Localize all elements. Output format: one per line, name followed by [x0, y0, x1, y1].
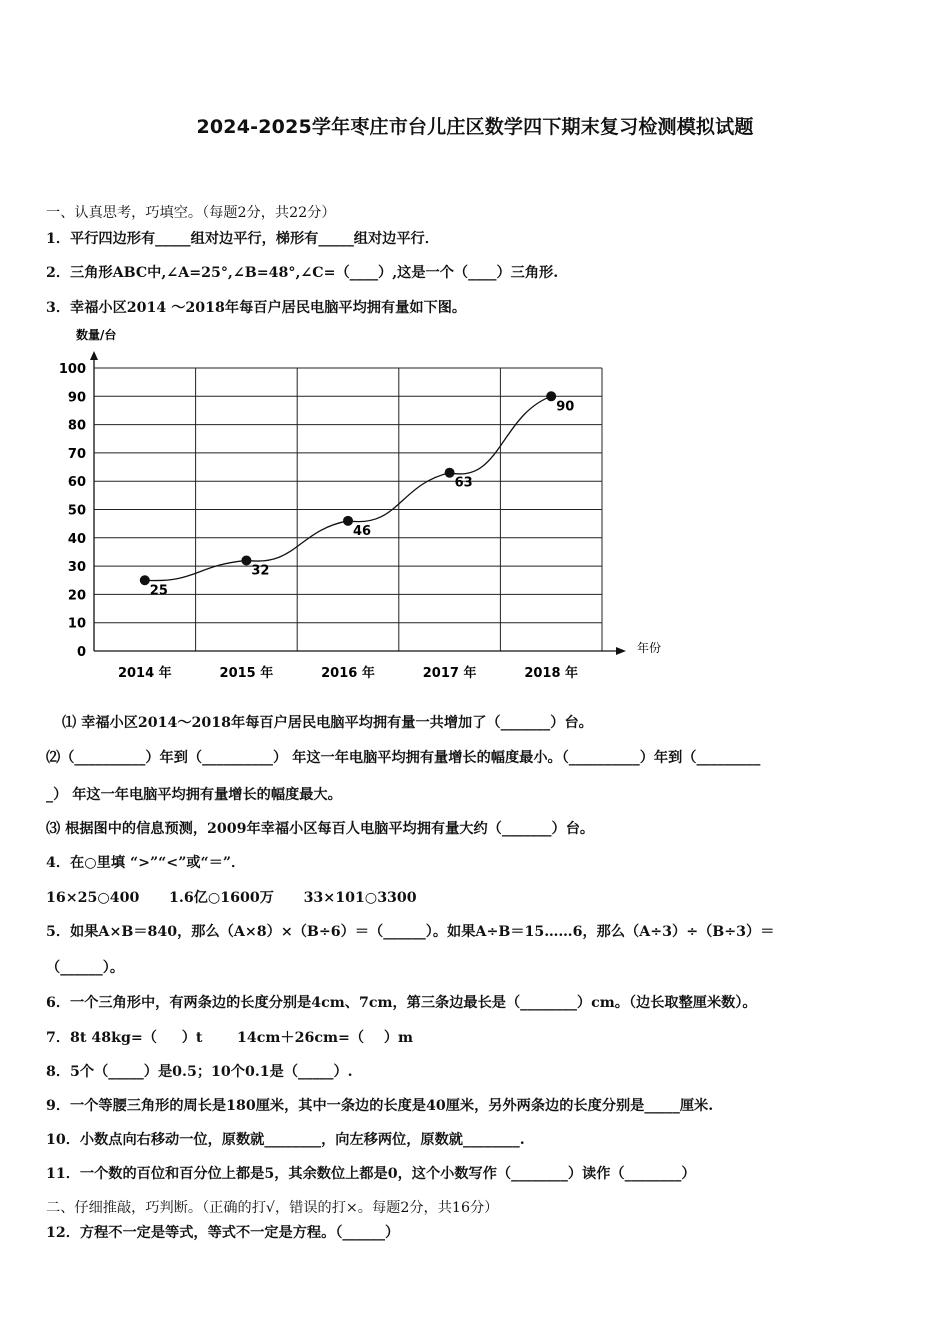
question-12: 12．方程不一定是等式，等式不一定是方程。（______） — [46, 1225, 400, 1241]
y-tick-label: 10 — [67, 616, 86, 632]
y-axis-arrow — [90, 351, 98, 360]
section-2-heading: 二、仔细推敲，巧判断。（正确的打√，错误的打×。每题2分，共16分） — [46, 1200, 499, 1216]
question-7: 7．8t 48kg=（ ）t 14cm＋26cm=（ ）m — [46, 1030, 414, 1046]
y-tick-label: 50 — [67, 503, 86, 519]
x-axis-label: 年份 — [637, 641, 662, 655]
chart-grid — [94, 368, 602, 651]
x-tick-label: 2015 年 — [219, 666, 274, 681]
y-tick-labels — [59, 362, 86, 660]
x-tick-label: 2018 年 — [524, 666, 579, 681]
page-title: 2024-2025学年枣庄市台儿庄区数学四下期末复习检测模拟试题 — [196, 116, 754, 138]
data-point — [241, 555, 251, 565]
data-point — [140, 575, 150, 585]
y-axis-label: 数量/台 — [76, 328, 117, 342]
data-label: 46 — [353, 523, 372, 539]
section-1-heading: 一、认真思考，巧填空。（每题2分，共22分） — [46, 205, 336, 221]
y-tick-label: 70 — [67, 446, 86, 462]
question-1: 1．平行四边形有_____组对边平行，梯形有_____组对边平行． — [46, 231, 439, 247]
question-4: 4．在○里填 “>”“<”或“＝”． — [46, 855, 246, 871]
question-10: 10．小数点向右移动一位，原数就________，向左移两位，原数就________. — [46, 1132, 525, 1148]
data-label: 90 — [556, 399, 575, 415]
question-8: 8．5个（_____）是0.5；10个0.1是（_____）. — [46, 1064, 353, 1080]
y-tick-label: 20 — [67, 588, 86, 604]
question-2: 2．三角形ABC中,∠A=25°,∠B=48°,∠C=（____）,这是一个（____）三角形. — [46, 265, 559, 281]
data-label: 63 — [454, 475, 473, 491]
y-tick-label: 60 — [67, 475, 86, 491]
chart-series — [140, 391, 574, 598]
data-point — [343, 516, 353, 526]
y-tick-label: 40 — [67, 531, 86, 547]
data-point — [445, 468, 455, 478]
question-6: 6．一个三角形中，有两条边的长度分别是4cm、7cm，第三条边最长是（________）cm。（边长取整厘米数）。 — [46, 995, 757, 1011]
y-tick-label: 0 — [76, 645, 86, 660]
question-3-part-3: ⑶ 根据图中的信息预测，2009年幸福小区每百人电脑平均拥有量大约（_______）台。 — [46, 821, 595, 837]
question-3: 3．幸福小区2014 ～2018年每百户居民电脑平均拥有量如下图。 — [46, 300, 467, 316]
y-tick-label: 100 — [58, 362, 86, 377]
x-axis-arrow — [616, 647, 626, 655]
question-3-part-2-cont: _） 年这一年电脑平均拥有量增长的幅度最大。 — [46, 787, 342, 803]
question-11: 11．一个数的百位和百分位上都是5，其余数位上都是0，这个小数写作（________）读作（________） — [46, 1166, 696, 1182]
y-tick-label: 30 — [67, 560, 86, 576]
question-5-cont: （______）。 — [46, 960, 125, 976]
y-tick-label: 90 — [67, 390, 86, 406]
data-point — [546, 391, 556, 401]
question-9: 9．一个等腰三角形的周长是180厘米，其中一条边的长度是40厘米，另外两条边的长度分别是_____厘米. — [46, 1098, 714, 1114]
y-tick-label: 80 — [67, 418, 86, 434]
x-tick-labels — [118, 665, 578, 681]
series-line — [145, 396, 551, 580]
data-label: 25 — [149, 583, 168, 599]
x-tick-label: 2017 年 — [422, 666, 477, 681]
x-tick-label: 2016 年 — [321, 666, 375, 681]
question-3-part-1: ⑴ 幸福小区2014～2018年每百户居民电脑平均拥有量一共增加了（_______）台。 — [62, 715, 593, 731]
line-chart — [40, 320, 680, 690]
question-5: 5．如果A×B＝840，那么（A×8）×（B÷6）＝（______）。如果A÷B＝15……6，那么（A÷3）÷（B÷3）＝ — [46, 924, 775, 940]
x-tick-label: 2014 年 — [117, 666, 172, 681]
question-4-items: 16×25○400 1.6亿○1600万 33×101○3300 — [46, 890, 417, 906]
data-label: 32 — [251, 563, 270, 579]
question-3-part-2: ⑵（__________）年到（__________） 年这一年电脑平均拥有量增长的幅度最小。（__________）年到（_________ — [46, 750, 761, 766]
